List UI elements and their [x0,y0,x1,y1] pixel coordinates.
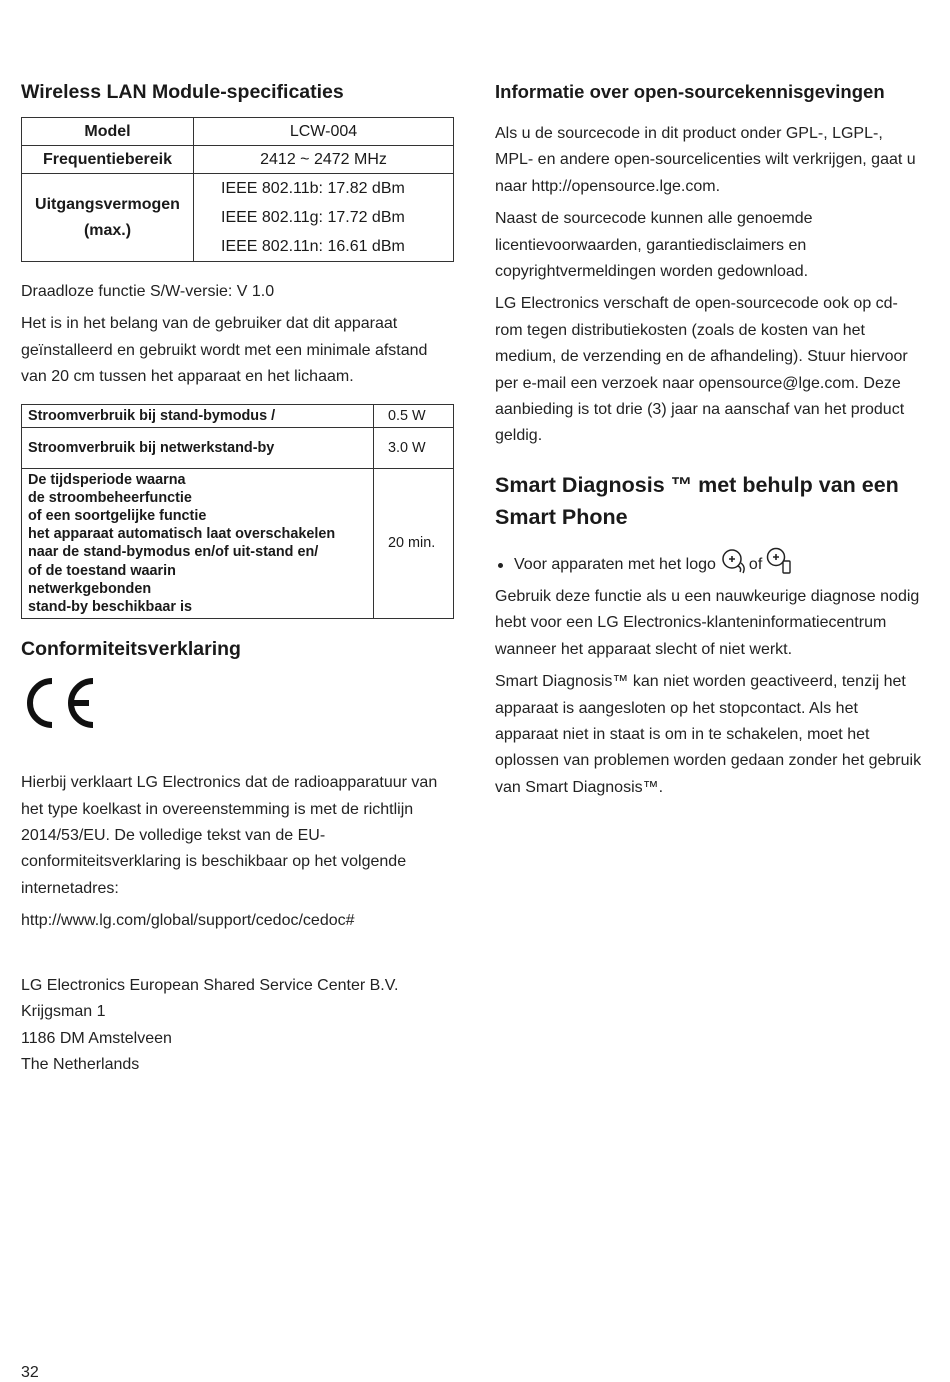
smart-diagnosis-nfc-logo-icon [766,547,792,584]
output-power-values [194,174,454,262]
network-standby-value: 3.0 W [374,427,454,468]
ce-mark [21,675,454,735]
power-consumption-table [21,404,454,620]
model-value: LCW-004 [194,118,454,146]
opensource-section-title: Informatie over open-sourcekennisgevingen [495,81,885,102]
table-row [22,427,454,468]
time-period-line: de stroombeheerfunctie [28,489,192,506]
smart-diagnosis-audio-logo-icon [721,548,747,583]
right-column [495,78,923,801]
time-period-line: stand-by beschikbaar is [28,599,192,616]
opensource-paragraph: LG Electronics verschaft de open-sourcecode ook op cd-rom tegen distributiekosten (zoals de kosten van het medium, de verzending en de afhandeling). Stuur hiervoor per e-mail een verzoek naar opensource@lge.com. Deze aanbieding is tot drie (3) jaar na aanschaf van het product geldig. [495,295,908,445]
conformity-section-title: Conformiteitsverklaring [21,638,241,661]
table-row [22,404,454,427]
address-line: 1186 DM Amstelveen [21,1029,172,1047]
time-period-line: naar de stand-bymodus en/of uit-stand en/ [28,544,319,561]
time-period-label [22,468,374,619]
left-column [21,78,454,1078]
address-line: LG Electronics European Shared Service Center B.V. [21,976,399,994]
frequency-label: Frequentiebereik [22,146,194,174]
time-period-value: 20 min. [374,468,454,619]
conformity-url[interactable]: http://www.lg.com/global/support/cedoc/cedoc# [21,912,355,930]
network-standby-label: Stroomverbruik bij netwerkstand-by [22,427,374,468]
ce-mark-icon [21,675,97,731]
address-block [21,973,454,1079]
time-period-line: of de toestand waarin [28,562,176,579]
opensource-paragraph: Naast de sourcecode kunnen alle genoemde licentievoorwaarden, garantiedisclaimers en copyrightvermeldingen worden gedownload. [495,210,813,281]
conformity-text: Hierbij verklaart LG Electronics dat de radioapparatuur van het type koelkast in overeenstemming is met de richtlijn 2014/53/EU. De volledige tekst van de EU-conformiteitsverklaring is beschikbaar op het volgende internetadres: [21,774,438,897]
standby-power-label: Stroomverbruik bij stand-bymodus / [22,404,374,427]
table-row [22,118,454,146]
frequency-value: 2412 ~ 2472 MHz [194,146,454,174]
opensource-paragraph: Als u de sourcecode in dit product onder GPL-, LGPL-, MPL- en andere open-sourcelicenties wilt verkrijgen, gaat u naar http://opensource.lge.com. [495,125,916,195]
output-power-value: IEEE 802.11n: 16.61 dBm [221,238,405,255]
time-period-line: netwerkgebonden [28,580,152,597]
output-power-label [22,174,194,262]
time-period-line: De tijdsperiode waarna [28,471,186,488]
address-line: The Netherlands [21,1055,140,1073]
model-label: Model [22,118,194,146]
page-number: 32 [21,1364,39,1381]
output-power-label-line: Uitgangsvermogen [35,195,180,213]
bullet-or: of [748,556,763,574]
bullet-dot [498,563,503,568]
bullet-text: Voor apparaten met het logo [514,556,716,574]
sw-version-text: Draadloze functie S/W-versie: V 1.0 [21,283,275,300]
bullet-item [495,547,923,584]
smart-diagnosis-title [495,469,923,533]
table-row [22,174,454,262]
output-power-value: IEEE 802.11b: 17.82 dBm [221,180,405,197]
smart-diagnosis-paragraph: Smart Diagnosis™ kan niet worden geactiveerd, tenzij het apparaat is aangesloten op het stopcontact. Als het apparaat niet in staat is om in te schakelen, moet het oplossen van problemen worden gedaan zonder het gebruik van Smart Diagnosis™. [495,673,922,796]
table-row [22,146,454,174]
smart-diagnosis-title-line: Smart Diagnosis ™ met behulp van een [495,472,899,497]
output-power-label-line: (max.) [83,221,132,239]
distance-notice: Het is in het belang van de gebruiker dat dit apparaat geïnstalleerd en gebruikt wordt met een minimale afstand van 20 cm tussen het apparaat en het lichaam. [21,315,428,386]
time-period-line: het apparaat automatisch laat overschakelen [28,526,336,543]
table-row [22,468,454,619]
wlan-section-title: Wireless LAN Module-specificaties [21,81,344,103]
smart-diagnosis-paragraph: Gebruik deze functie als u een nauwkeurige diagnose nodig hebt voor een LG Electronics-klanteninformatiecentrum wanneer het apparaat slecht of niet werkt. [495,587,920,658]
address-line: Krijgsman 1 [21,1003,106,1021]
output-power-value: IEEE 802.11g: 17.72 dBm [221,209,405,226]
time-period-line: of een soortgelijke functie [28,508,207,525]
smart-diagnosis-title-line: Smart Phone [495,504,628,529]
wlan-spec-table [21,117,454,262]
standby-power-value: 0.5 W [374,404,454,427]
